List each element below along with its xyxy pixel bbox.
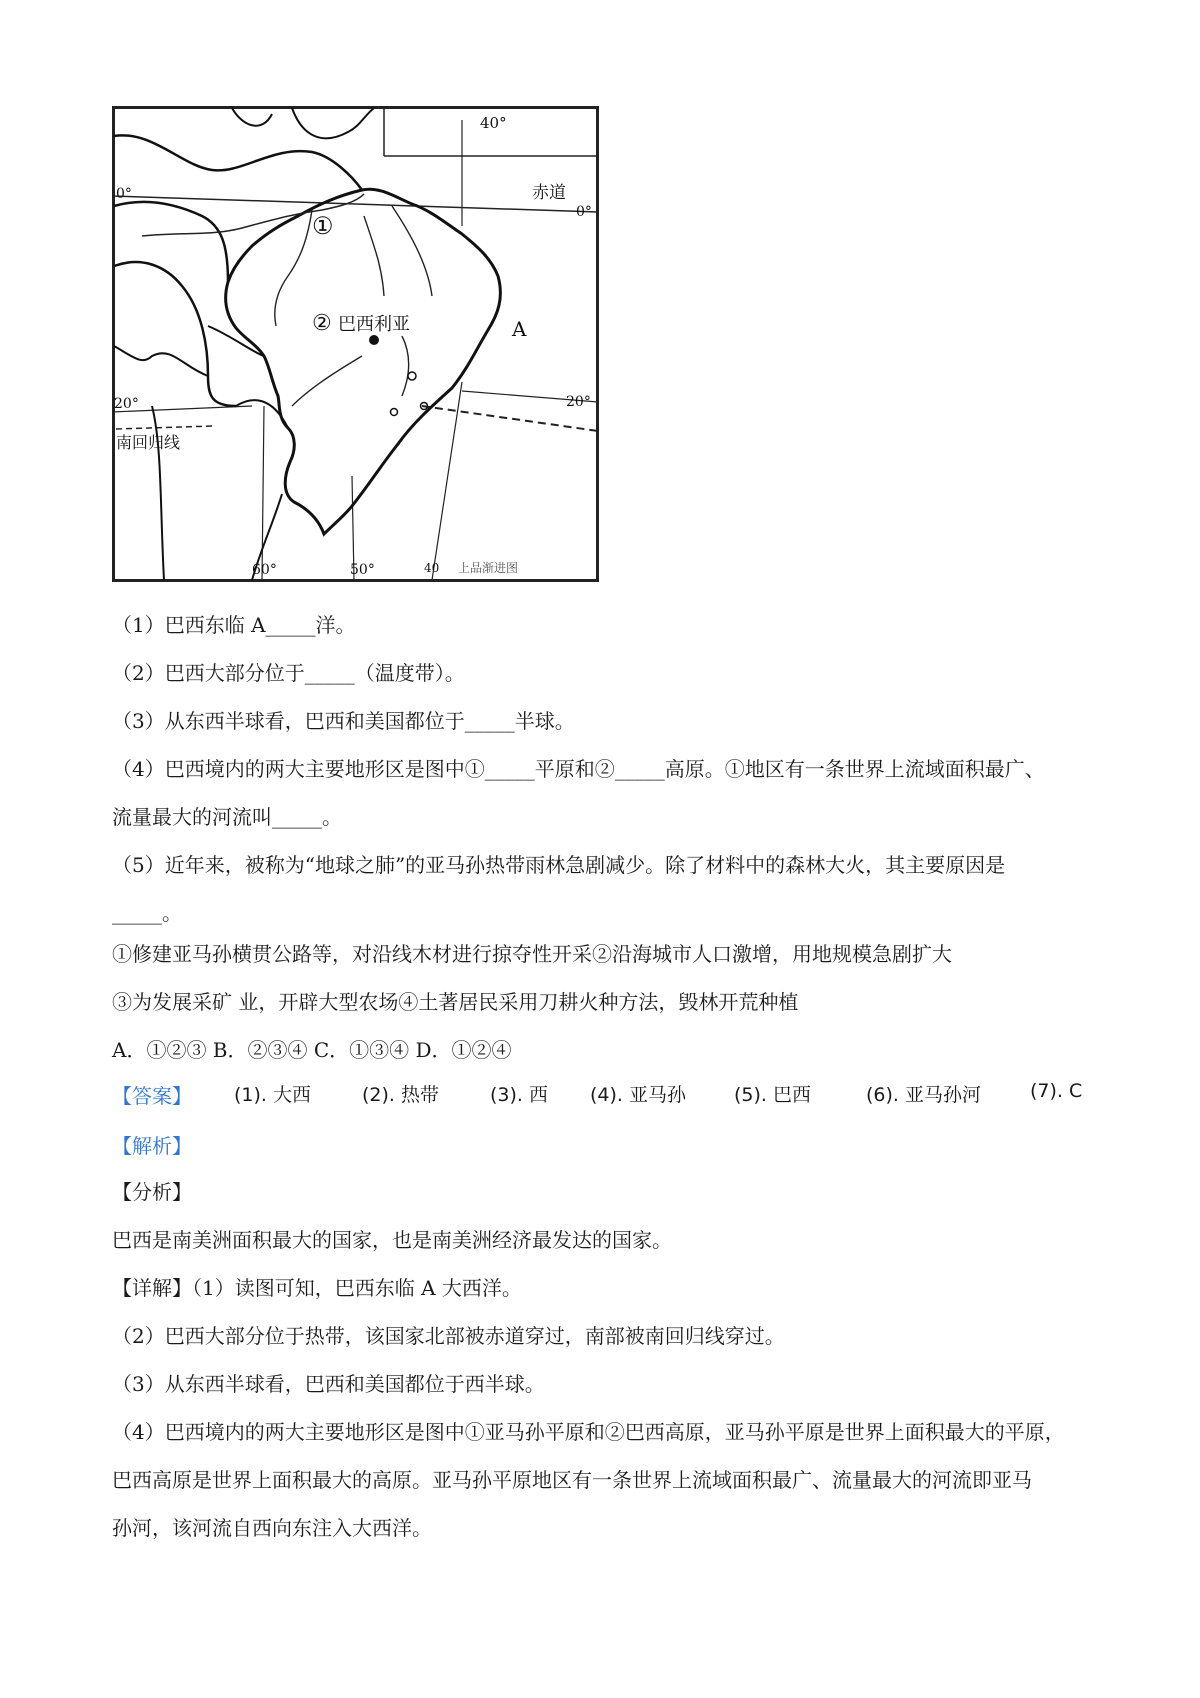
answer-item-1: (1). 大西: [234, 1084, 311, 1106]
answer-label: 【答案】: [112, 1084, 192, 1108]
answer-item-7: (7). C: [1030, 1080, 1083, 1102]
label-50: 50°: [350, 562, 375, 578]
city-dot-1: [408, 372, 416, 380]
label-equator: 赤道: [532, 183, 566, 203]
answer-item-4: (4). 亚马孙: [590, 1084, 686, 1106]
question-5-line-2: _____。: [112, 901, 182, 925]
label-0-left: 0°: [116, 186, 132, 202]
label-40-top: 40°: [480, 114, 507, 132]
border-north-west: [114, 202, 228, 282]
detail-4-line-3: 孙河，该河流自西向东注入大西洋。: [112, 1516, 432, 1540]
river-sao-francisco: [402, 336, 409, 396]
answer-item-3: (3). 西: [490, 1084, 548, 1106]
detail-1: [112, 1274, 522, 1302]
question-3: （3）从东西半球看，巴西和美国都位于_____半球。: [112, 709, 575, 733]
question-4-line-2: 流量最大的河流叫_____。: [112, 805, 342, 829]
border-west-2: [208, 326, 264, 356]
answer-item-6: (6). 亚马孙河: [866, 1084, 981, 1106]
question-1: （1）巴西东临 A_____洋。: [112, 613, 356, 637]
border-west-3: [114, 346, 208, 376]
label-region-1: ①: [312, 212, 334, 240]
brazil-outline: [226, 189, 501, 534]
label-20-right: 20°: [566, 394, 591, 410]
analysis-label: 【解析】: [112, 1134, 192, 1158]
meridian-60: [262, 406, 264, 580]
river-tributary-1: [275, 210, 312, 326]
answer-row: [112, 1080, 1112, 1110]
detail-4-line-2: 巴西高原是世界上面积最大的高原。亚马孙平原地区有一条世界上流域面积最广、流量最大的河流即亚马: [112, 1468, 1032, 1492]
detail-1-text: （1）读图可知，巴西东临 A 大西洋。: [192, 1276, 522, 1300]
detail-3: （3）从东西半球看，巴西和美国都位于西半球。: [112, 1372, 545, 1396]
label-20-left: 20°: [114, 396, 139, 412]
question-2: （2）巴西大部分位于_____（温度带）。: [112, 661, 465, 685]
city-dot-2: [391, 409, 398, 416]
border-west-1: [114, 262, 236, 406]
watermark: 上品渐进图: [458, 561, 519, 575]
choices-line: A．①②③ B．②③④ C．①③④ D．①②④: [112, 1038, 512, 1062]
capital-dot: [369, 335, 379, 345]
label-60: 60°: [252, 562, 277, 578]
label-tropic: 南回归线: [116, 433, 181, 452]
option-line-2: ③为发展采矿 业，开辟大型农场④土著居民采用刀耕火种方法，毁林开荒种植: [112, 990, 799, 1014]
option-line-1: ①修建亚马孙横贯公路等，对沿线木材进行掠夺性开采②沿海城市人口激增，用地规模急剧扩大: [112, 942, 952, 966]
border-guiana-1: [232, 108, 272, 126]
border-north: [114, 135, 362, 190]
label-capital: 巴西利亚: [338, 314, 410, 335]
answer-item-2: (2). 热带: [362, 1084, 439, 1106]
detail-4-line-1: （4）巴西境内的两大主要地形区是图中①亚马孙平原和②巴西高原，亚马孙平原是世界上面积最大的平原，: [112, 1420, 1065, 1444]
river-parana: [292, 356, 362, 406]
label-ocean-A: A: [512, 317, 527, 341]
map-frame: [114, 108, 598, 581]
brazil-map-figure: [112, 106, 599, 582]
border-guiana-2: [292, 108, 374, 138]
fenxi-text: 巴西是南美洲面积最大的国家，也是南美洲经济最发达的国家。: [112, 1228, 672, 1252]
xiangjie-label: 【详解】: [112, 1276, 192, 1300]
question-4-line-1: （4）巴西境内的两大主要地形区是图中①_____平原和②_____高原。①地区有一条世界上流域面积最广、: [112, 757, 1045, 781]
label-region-2: ②: [312, 311, 332, 336]
detail-2: （2）巴西大部分位于热带，该国家北部被赤道穿过，南部被南回归线穿过。: [112, 1324, 785, 1348]
question-5-line-1: （5）近年来，被称为“地球之肺”的亚马孙热带雨林急剧减少。除了材料中的森林大火，其主要原因是: [112, 853, 1006, 877]
tropic-line-left: [116, 426, 212, 429]
answer-item-5: (5). 巴西: [734, 1084, 811, 1106]
label-0-right: 0°: [576, 204, 592, 220]
label-40-bottom: 40: [424, 561, 440, 575]
river-tributary-3: [392, 206, 432, 296]
brazil-map: [112, 106, 599, 582]
river-tributary-2: [364, 216, 384, 296]
fenxi-label: 【分析】: [112, 1180, 192, 1204]
meridian-40-bottom: [432, 382, 462, 580]
